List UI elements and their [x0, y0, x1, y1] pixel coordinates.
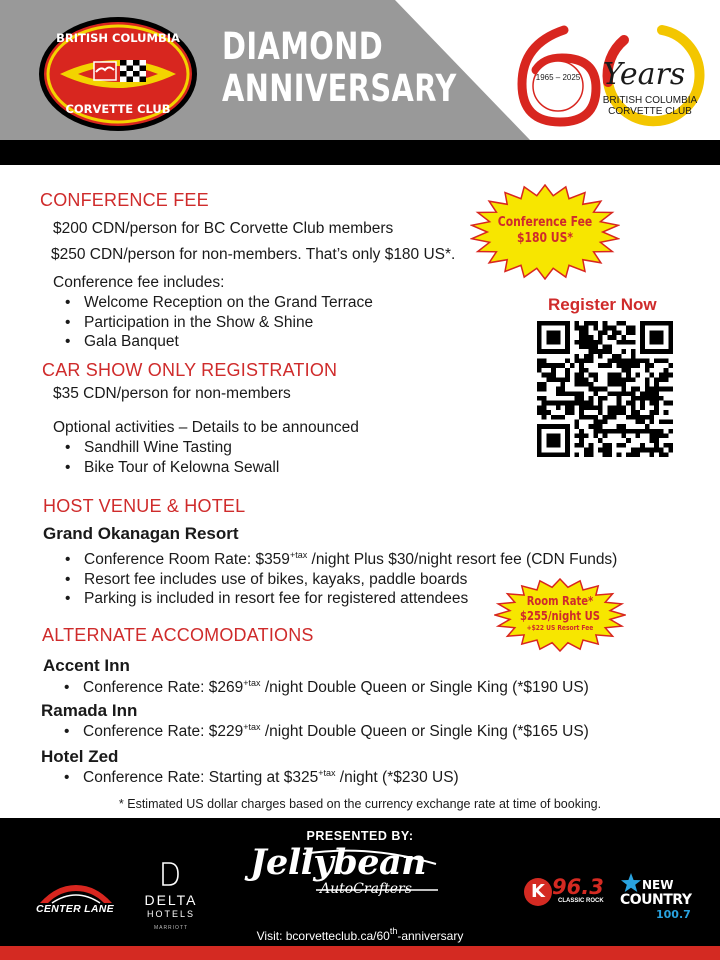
club-logo-bottom-text: CORVETTE CLUB	[65, 102, 171, 116]
k963-k-icon: K	[524, 878, 552, 906]
alternate-accommodations-heading: ALTERNATE ACCOMODATIONS	[42, 625, 314, 645]
new-country-new-text: NEW	[642, 878, 674, 892]
list-item: • Bike Tour of Kelowna Sewall	[54, 458, 279, 478]
nonmember-fee-text: $250 CDN/person for non-members. That’s only $180 US*.	[51, 246, 456, 263]
burst-line-1: Conference Fee	[497, 214, 593, 230]
hotel-rate-tax: +tax	[243, 722, 261, 732]
bc-corvette-club-logo	[38, 16, 198, 132]
list-item: • Welcome Reception on the Grand Terrace	[54, 293, 373, 313]
list-item: • Resort fee includes use of bikes, kayaks, paddle boards	[54, 570, 617, 590]
hotel-rate-suffix: /night Double Queen or Single King (*$165 US)	[260, 723, 589, 740]
footer-red-strip	[0, 946, 720, 960]
title-line-1: DIAMOND	[222, 25, 384, 68]
new-country-frequency: 100.7	[656, 908, 691, 921]
visit-sup: th	[389, 926, 398, 936]
car-show-fee-text: $35 CDN/person for non-members	[53, 385, 291, 402]
jellybean-logo-name: Jellybean	[250, 842, 427, 883]
host-venue-heading: HOST VENUE & HOTEL	[43, 496, 246, 516]
list-item: • Gala Banquet	[54, 332, 373, 352]
member-fee-text: $200 CDN/person for BC Corvette Club members	[53, 220, 394, 237]
title-line-2: ANNIVERSARY	[222, 67, 457, 110]
room-rate-tax: +tax	[289, 550, 308, 560]
list-item: • Participation in the Show & Shine	[54, 313, 373, 333]
fee-includes-list	[54, 293, 373, 352]
presented-by-label: PRESENTED BY:	[306, 829, 414, 843]
visit-prefix: Visit: bcorvetteclub.ca/60	[256, 929, 390, 943]
host-venue-name: Grand Okanagan Resort	[43, 524, 239, 543]
delta-d-icon	[160, 861, 180, 887]
k963-frequency: 96.3	[552, 875, 604, 899]
burst-line-1: Room Rate*	[526, 593, 594, 608]
hotel-rate-suffix: /night (*$230 US)	[335, 769, 459, 786]
conference-fee-burst-text	[470, 214, 620, 246]
jellybean-logo-sub: AutoCrafters	[320, 881, 412, 897]
burst-line-2: $255/night US	[520, 608, 600, 623]
list-item	[53, 722, 589, 742]
anniv-caption-line-1: BRITISH COLUMBIA	[602, 95, 698, 106]
conference-fee-heading: CONFERENCE FEE	[40, 190, 209, 210]
center-lane-logo-text: CENTER LANE	[36, 903, 114, 915]
new-country-country-text: COUNTRY	[620, 892, 692, 908]
hotel-rate-tax: +tax	[318, 768, 336, 778]
optional-activities-label: Optional activities – Details to be announced	[53, 419, 359, 436]
anniv-years-word: Years	[602, 57, 686, 92]
register-now-label: Register Now	[548, 295, 657, 314]
burst-line-3: +$22 US Resort Fee	[526, 624, 594, 632]
page-header	[0, 0, 720, 165]
fee-includes-label: Conference fee includes:	[53, 274, 225, 291]
delta-hotels-text: HOTELS	[146, 909, 195, 919]
room-rate-suffix: /night Plus $30/night resort fee (CDN Funds)	[307, 551, 618, 568]
hotel-rate-tax: +tax	[243, 678, 261, 688]
hotel-rate-prefix: Conference Rate: Starting at $325	[83, 769, 319, 786]
list-item	[53, 768, 459, 788]
page-title	[222, 26, 457, 110]
room-rate-prefix: Conference Room Rate: $359	[84, 551, 290, 568]
list-item	[53, 678, 589, 698]
burst-line-2: $180 US*	[516, 230, 574, 246]
star-icon	[620, 872, 642, 894]
anniv-caption-line-2: CORVETTE CLUB	[608, 106, 692, 117]
visit-suffix: -anniversary	[397, 929, 464, 943]
registration-qr-code[interactable]	[537, 321, 673, 457]
hotel-rate-list	[53, 678, 589, 698]
anniv-logo-caption	[590, 95, 710, 117]
hotel-rate-list	[53, 768, 459, 788]
hotel-rate-prefix: Conference Rate: $269	[83, 679, 244, 696]
list-item	[54, 550, 617, 570]
optional-activities-list	[54, 438, 279, 477]
hotel-name: Hotel Zed	[41, 747, 119, 766]
list-item: • Parking is included in resort fee for registered attendees	[54, 589, 617, 609]
hotel-rate-list	[53, 722, 589, 742]
delta-logo-text: DELTA	[144, 892, 198, 908]
currency-footnote: * Estimated US dollar charges based on the currency exchange rate at time of booking.	[118, 797, 602, 811]
club-logo-top-text: BRITISH COLUMBIA	[56, 31, 180, 45]
k963-subtitle: CLASSIC ROCK	[558, 898, 604, 904]
anniv-years-range: 1965 – 2025	[535, 73, 581, 82]
list-item: • Sandhill Wine Tasting	[54, 438, 279, 458]
hotel-name: Accent Inn	[43, 656, 130, 675]
hotel-rate-suffix: /night Double Queen or Single King (*$190 US)	[260, 679, 589, 696]
hotel-name: Ramada Inn	[41, 701, 138, 720]
delta-marriott-text: MARRIOTT	[153, 925, 189, 931]
room-rate-burst-text	[494, 593, 626, 633]
header-black-strip	[0, 140, 720, 165]
hotel-rate-prefix: Conference Rate: $229	[83, 723, 244, 740]
car-show-heading: CAR SHOW ONLY REGISTRATION	[42, 360, 338, 380]
